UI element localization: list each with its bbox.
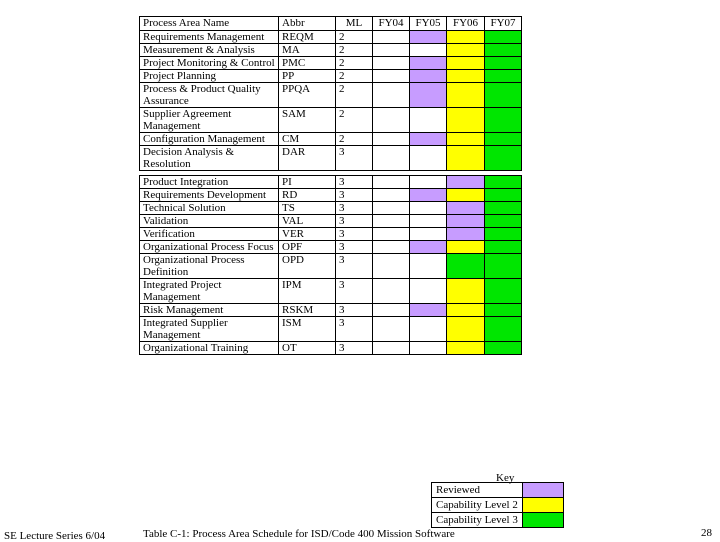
- abbr-cell: OPD: [279, 254, 336, 279]
- schedule-cell-fy07: [485, 146, 522, 171]
- schedule-cell-fy07: [485, 44, 522, 57]
- maturity-level-cell: 2: [336, 70, 373, 83]
- schedule-cell-fy06: [447, 304, 485, 317]
- schedule-cell-fy04: [373, 189, 410, 202]
- schedule-cell-fy04: [373, 228, 410, 241]
- process-area-name: Technical Solution: [140, 202, 279, 215]
- process-area-name: Integrated Supplier Management: [140, 317, 279, 342]
- maturity-level-cell: 3: [336, 202, 373, 215]
- schedule-cell-fy07: [485, 202, 522, 215]
- schedule-cell-fy04: [373, 83, 410, 108]
- schedule-cell-fy06: [447, 241, 485, 254]
- process-area-name: Verification: [140, 228, 279, 241]
- schedule-cell-fy05: [410, 342, 447, 355]
- schedule-cell-fy04: [373, 70, 410, 83]
- schedule-cell-fy05: [410, 146, 447, 171]
- key-swatch-capability-level-2: [522, 498, 563, 513]
- schedule-cell-fy06: [447, 254, 485, 279]
- abbr-cell: PPQA: [279, 83, 336, 108]
- abbr-cell: RD: [279, 189, 336, 202]
- table-row: [140, 31, 522, 44]
- key-row-capability-level-2: [432, 498, 564, 513]
- table-body: [140, 31, 522, 355]
- process-area-name: Requirements Management: [140, 31, 279, 44]
- table-row: [140, 228, 522, 241]
- maturity-level-cell: 2: [336, 57, 373, 70]
- key-row-capability-level-3: [432, 513, 564, 528]
- schedule-cell-fy05: [410, 83, 447, 108]
- process-area-name: Supplier Agreement Management: [140, 108, 279, 133]
- abbr-cell: SAM: [279, 108, 336, 133]
- abbr-cell: RSKM: [279, 304, 336, 317]
- abbr-cell: OPF: [279, 241, 336, 254]
- process-area-name: Requirements Development: [140, 189, 279, 202]
- schedule-cell-fy07: [485, 108, 522, 133]
- process-area-name: Decision Analysis & Resolution: [140, 146, 279, 171]
- schedule-cell-fy06: [447, 83, 485, 108]
- table-row: [140, 304, 522, 317]
- header-fy05: FY05: [410, 17, 447, 31]
- header-fy07: FY07: [485, 17, 522, 31]
- schedule-cell-fy04: [373, 317, 410, 342]
- schedule-cell-fy07: [485, 317, 522, 342]
- schedule-cell-fy07: [485, 70, 522, 83]
- abbr-cell: ISM: [279, 317, 336, 342]
- schedule-cell-fy06: [447, 70, 485, 83]
- schedule-cell-fy07: [485, 228, 522, 241]
- table-row: [140, 241, 522, 254]
- schedule-cell-fy07: [485, 279, 522, 304]
- schedule-cell-fy05: [410, 133, 447, 146]
- abbr-cell: PP: [279, 70, 336, 83]
- schedule-cell-fy07: [485, 83, 522, 108]
- table-row: [140, 133, 522, 146]
- abbr-cell: REQM: [279, 31, 336, 44]
- schedule-cell-fy05: [410, 254, 447, 279]
- table-row: [140, 57, 522, 70]
- table-row: [140, 254, 522, 279]
- maturity-level-cell: 3: [336, 342, 373, 355]
- schedule-cell-fy04: [373, 108, 410, 133]
- schedule-cell-fy05: [410, 228, 447, 241]
- schedule-cell-fy05: [410, 241, 447, 254]
- table-row: [140, 108, 522, 133]
- table-row: [140, 202, 522, 215]
- abbr-cell: CM: [279, 133, 336, 146]
- table-row: [140, 83, 522, 108]
- maturity-level-cell: 2: [336, 133, 373, 146]
- schedule-cell-fy07: [485, 31, 522, 44]
- schedule-cell-fy06: [447, 317, 485, 342]
- header-fy04: FY04: [373, 17, 410, 31]
- schedule-cell-fy06: [447, 189, 485, 202]
- process-area-name: Product Integration: [140, 176, 279, 189]
- process-area-name: Measurement & Analysis: [140, 44, 279, 57]
- schedule-cell-fy06: [447, 279, 485, 304]
- abbr-cell: MA: [279, 44, 336, 57]
- schedule-cell-fy05: [410, 317, 447, 342]
- schedule-cell-fy05: [410, 176, 447, 189]
- key-row-reviewed: [432, 483, 564, 498]
- process-area-name: Integrated Project Management: [140, 279, 279, 304]
- process-area-name: Process & Product Quality Assurance: [140, 83, 279, 108]
- schedule-cell-fy06: [447, 228, 485, 241]
- table-row: [140, 44, 522, 57]
- abbr-cell: PMC: [279, 57, 336, 70]
- header-process-area-name: Process Area Name: [140, 17, 279, 31]
- page-number: 28: [701, 527, 712, 539]
- maturity-level-cell: 2: [336, 44, 373, 57]
- key-label-capability-level-2: Capability Level 2: [432, 498, 523, 513]
- schedule-cell-fy04: [373, 57, 410, 70]
- table-row: [140, 215, 522, 228]
- maturity-level-cell: 3: [336, 215, 373, 228]
- process-area-name: Organizational Process Focus: [140, 241, 279, 254]
- maturity-level-cell: 2: [336, 31, 373, 44]
- key-swatch-reviewed: [522, 483, 563, 498]
- maturity-level-cell: 2: [336, 83, 373, 108]
- schedule-cell-fy04: [373, 31, 410, 44]
- process-area-name: Risk Management: [140, 304, 279, 317]
- header-ml: ML: [336, 17, 373, 31]
- schedule-cell-fy07: [485, 241, 522, 254]
- maturity-level-cell: 3: [336, 146, 373, 171]
- process-area-schedule-table: [139, 16, 522, 355]
- abbr-cell: TS: [279, 202, 336, 215]
- schedule-cell-fy05: [410, 70, 447, 83]
- schedule-cell-fy06: [447, 342, 485, 355]
- schedule-cell-fy04: [373, 304, 410, 317]
- abbr-cell: DAR: [279, 146, 336, 171]
- schedule-cell-fy06: [447, 176, 485, 189]
- schedule-cell-fy07: [485, 254, 522, 279]
- maturity-level-cell: 3: [336, 189, 373, 202]
- schedule-cell-fy05: [410, 304, 447, 317]
- process-area-name: Project Planning: [140, 70, 279, 83]
- key-label-reviewed: Reviewed: [432, 483, 523, 498]
- schedule-cell-fy07: [485, 304, 522, 317]
- process-area-name: Validation: [140, 215, 279, 228]
- schedule-cell-fy07: [485, 133, 522, 146]
- schedule-cell-fy04: [373, 215, 410, 228]
- schedule-cell-fy07: [485, 215, 522, 228]
- schedule-cell-fy06: [447, 31, 485, 44]
- table-row: [140, 279, 522, 304]
- schedule-cell-fy06: [447, 57, 485, 70]
- schedule-cell-fy06: [447, 44, 485, 57]
- schedule-cell-fy07: [485, 176, 522, 189]
- table-caption: Table C-1: Process Area Schedule for ISD/Code 400 Mission Software: [143, 528, 455, 540]
- maturity-level-cell: 3: [336, 176, 373, 189]
- header-abbr: Abbr: [279, 17, 336, 31]
- key-label-capability-level-3: Capability Level 3: [432, 513, 523, 528]
- footer-series-label: SE Lecture Series 6/04: [4, 530, 106, 542]
- table-row: [140, 146, 522, 171]
- maturity-level-cell: 3: [336, 317, 373, 342]
- schedule-cell-fy04: [373, 202, 410, 215]
- process-area-name: Organizational Process Definition: [140, 254, 279, 279]
- maturity-level-cell: 3: [336, 228, 373, 241]
- schedule-cell-fy05: [410, 44, 447, 57]
- schedule-cell-fy04: [373, 176, 410, 189]
- maturity-level-cell: 3: [336, 254, 373, 279]
- maturity-level-cell: 2: [336, 108, 373, 133]
- schedule-cell-fy05: [410, 215, 447, 228]
- table-header-row: [140, 17, 522, 31]
- maturity-level-cell: 3: [336, 279, 373, 304]
- schedule-cell-fy04: [373, 44, 410, 57]
- process-area-name: Project Monitoring & Control: [140, 57, 279, 70]
- table-row: [140, 317, 522, 342]
- legend-key: [431, 482, 564, 528]
- abbr-cell: IPM: [279, 279, 336, 304]
- maturity-level-cell: 3: [336, 304, 373, 317]
- schedule-cell-fy04: [373, 342, 410, 355]
- schedule-cell-fy05: [410, 202, 447, 215]
- schedule-cell-fy07: [485, 342, 522, 355]
- process-area-name: Organizational Training: [140, 342, 279, 355]
- key-title: Key: [496, 472, 515, 484]
- abbr-cell: PI: [279, 176, 336, 189]
- schedule-cell-fy04: [373, 279, 410, 304]
- schedule-cell-fy06: [447, 146, 485, 171]
- abbr-cell: VAL: [279, 215, 336, 228]
- key-swatch-capability-level-3: [522, 513, 563, 528]
- schedule-cell-fy06: [447, 108, 485, 133]
- schedule-cell-fy04: [373, 133, 410, 146]
- table-row: [140, 342, 522, 355]
- schedule-cell-fy05: [410, 31, 447, 44]
- schedule-cell-fy04: [373, 146, 410, 171]
- schedule-cell-fy05: [410, 108, 447, 133]
- schedule-cell-fy06: [447, 202, 485, 215]
- schedule-cell-fy05: [410, 279, 447, 304]
- maturity-level-cell: 3: [336, 241, 373, 254]
- header-fy06: FY06: [447, 17, 485, 31]
- schedule-cell-fy07: [485, 189, 522, 202]
- schedule-cell-fy04: [373, 241, 410, 254]
- abbr-cell: VER: [279, 228, 336, 241]
- schedule-cell-fy06: [447, 133, 485, 146]
- schedule-cell-fy06: [447, 215, 485, 228]
- schedule-cell-fy05: [410, 189, 447, 202]
- table-row: [140, 176, 522, 189]
- schedule-cell-fy07: [485, 57, 522, 70]
- table-row: [140, 70, 522, 83]
- schedule-cell-fy05: [410, 57, 447, 70]
- abbr-cell: OT: [279, 342, 336, 355]
- process-area-name: Configuration Management: [140, 133, 279, 146]
- schedule-cell-fy04: [373, 254, 410, 279]
- table-row: [140, 189, 522, 202]
